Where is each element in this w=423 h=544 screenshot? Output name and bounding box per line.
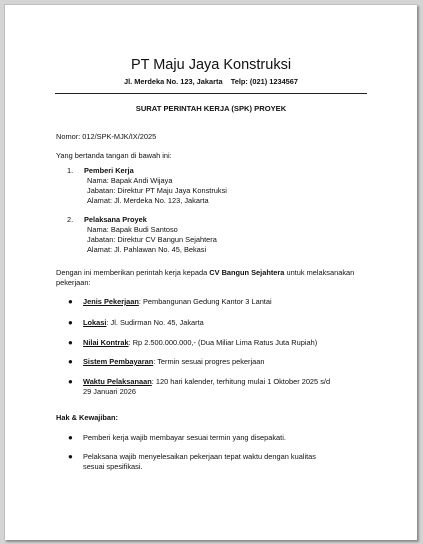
detail-value: : Rp 2.500.000.000,- (Dua Miliar Lima Ratus Juta Rupiah) [128,338,318,347]
document-number: Nomor: 012/SPK-MJK/IX/2025 [56,132,157,141]
detail-item [83,318,339,328]
bullet-icon: ● [68,433,73,442]
company-name: PT Maju Jaya Konstruksi [130,57,292,73]
bullet-icon: ● [68,357,73,366]
detail-item [83,377,339,397]
detail-item [83,338,339,348]
assignment-paragraph [56,268,366,288]
rights-item: Pemberi kerja wajib membayar sesuai termin yang disepakati. [83,433,286,442]
party-role: Pelaksana Proyek [84,215,147,224]
contractor-name: CV Bangun Sejahtera [209,268,285,277]
detail-value: : Pembangunan Gedung Kantor 3 Lantai [138,297,272,306]
party-number: 1. [67,166,74,175]
company-address: Jl. Merdeka No. 123, Jakarta Telp: (021) 1234567 [123,77,299,86]
party-number: 2. [67,215,74,224]
party-position: Jabatan: Direktur CV Bangun Sejahtera [87,235,217,244]
detail-label: Nilai Kontrak [83,338,129,347]
party-name: Nama: Bapak Andi Wijaya [87,176,173,185]
rights-heading: Hak & Kewajiban: [56,413,119,422]
assignment-text-pre: Dengan ini memberikan perintah kerja kepada [56,268,210,277]
party-address: Alamat: Jl. Merdeka No. 123, Jakarta [87,196,209,205]
header-divider [55,93,367,94]
party-name: Nama: Bapak Budi Santoso [87,225,178,234]
detail-label: Jenis Pekerjaan [83,297,139,306]
detail-value: : Jl. Sudirman No. 45, Jakarta [106,318,204,327]
assignment-text-post: untuk melaksanakan pekerjaan: [56,268,355,287]
bullet-icon: ● [68,318,73,327]
intro-text: Yang bertanda tangan di bawah ini: [56,151,172,160]
party-address: Alamat: Jl. Pahlawan No. 45, Bekasi [87,245,207,254]
document-page [4,4,417,540]
bullet-icon: ● [68,377,73,386]
rights-item: Pelaksana wajib menyelesaikan pekerjaan tepat waktu dengan kualitas sesuai spesifikasi. [83,452,316,471]
detail-item [83,357,339,367]
detail-label: Sistem Pembayaran [83,357,154,366]
bullet-icon: ● [68,452,73,461]
detail-label: Lokasi [83,318,107,327]
detail-value: : 120 hari kalender, terhitung mulai 1 Oktober 2025 s/d 29 Januari 2026 [83,377,331,396]
party-position: Jabatan: Direktur PT Maju Jaya Konstruksi [87,186,227,195]
bullet-icon: ● [68,338,73,347]
detail-label: Waktu Pelaksanaan [83,377,152,386]
detail-value: : Termin sesuai progres pekerjaan [153,357,265,366]
party-role: Pemberi Kerja [84,166,134,175]
detail-item [83,297,339,307]
document-title: SURAT PERINTAH KERJA (SPK) PROYEK [135,104,287,113]
bullet-icon: ● [68,297,73,306]
